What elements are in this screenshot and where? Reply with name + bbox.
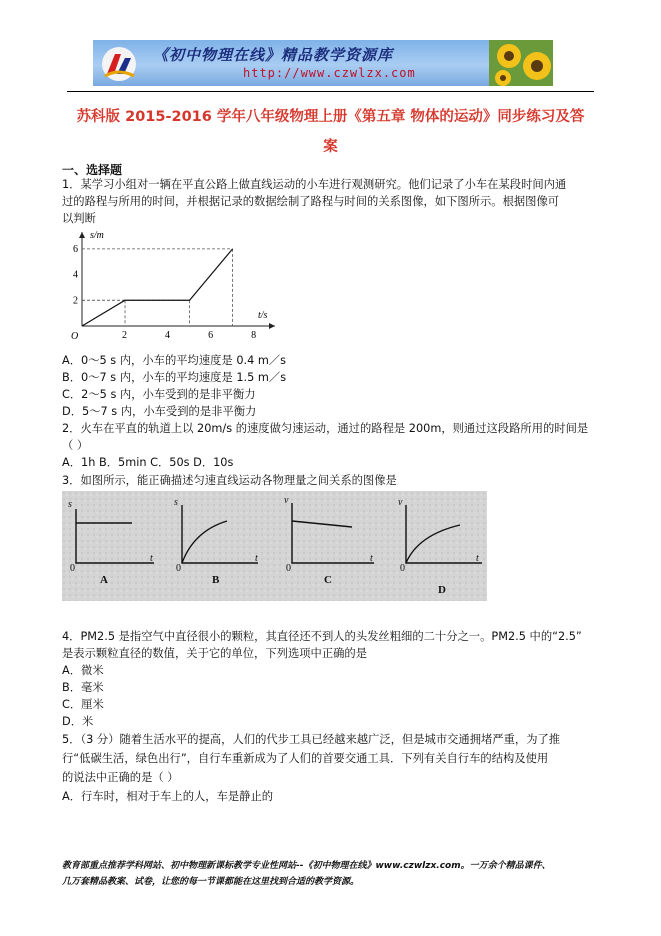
chart-y-arrow bbox=[79, 232, 85, 238]
q3-b-yaxis: s bbox=[174, 497, 178, 508]
footer-line-2: 几万套精品教案、试卷，让您的每一节课都能在这里找到合适的教学资源。 bbox=[62, 877, 360, 887]
q3-a-origin: 0 bbox=[70, 563, 75, 574]
footer-line-1: 教育部重点推荐学科网站、初中物理新课标教学专业性网站--《初中物理在线》www.czwlzx.com。一万余个精品课件、 bbox=[62, 861, 551, 871]
chart-ytick-label: 2 bbox=[73, 295, 78, 307]
chart-ytick-label: 4 bbox=[73, 269, 78, 281]
page-footer bbox=[62, 858, 602, 890]
chart-xlabel: t/s bbox=[258, 310, 268, 321]
document-title bbox=[60, 102, 601, 162]
q4-option-b: B．毫米 bbox=[62, 681, 104, 694]
title-line-2: 案 bbox=[323, 139, 338, 155]
q4-text-line-1: 4．PM2.5 是指空气中直径很小的颗粒，其直径还不到人的头发丝粗细的二十分之一。PM2.5 中的“2.5” bbox=[62, 630, 582, 643]
q1-distance-time-chart bbox=[62, 226, 287, 348]
q3-a-label: A bbox=[100, 574, 108, 586]
q3-d-xaxis: t bbox=[476, 553, 479, 564]
q1-option-c: C．2～5 s 内，小车受到的是非平衡力 bbox=[62, 388, 256, 401]
q3-graph-panels-svg bbox=[62, 491, 487, 601]
chart-xtick-label: 6 bbox=[208, 330, 214, 341]
q3-b-origin: 0 bbox=[176, 563, 181, 574]
chart-xtick-label: 4 bbox=[165, 330, 171, 341]
q1-text-line-1: 1．某学习小组对一辆在平直公路上做直线运动的小车进行观测研究。他们记录了小车在某段时间内通 bbox=[62, 178, 567, 191]
q3-c-label: C bbox=[324, 574, 332, 586]
q3-d-label: D bbox=[438, 584, 446, 596]
chart-x-arrow bbox=[269, 323, 275, 329]
q3-d-yaxis: v bbox=[398, 497, 403, 508]
q3-c-yaxis: v bbox=[284, 495, 289, 506]
q3-text: 3．如图所示，能正确描述匀速直线运动各物理量之间关系的图像是 bbox=[62, 474, 397, 487]
q3-a-yaxis: s bbox=[68, 499, 72, 510]
header-rule bbox=[67, 91, 594, 92]
banner-title: 《初中物理在线》精品教学资源库 bbox=[153, 46, 394, 64]
q4-text-line-2: 是表示颗粒直径的数值，关于它的单位，下列选项中正确的是 bbox=[62, 647, 368, 660]
q3-d-origin: 0 bbox=[400, 563, 405, 574]
q4-option-c: C．厘米 bbox=[62, 698, 104, 711]
banner-url: http://www.czwlzx.com bbox=[243, 66, 416, 80]
q3-c-origin: 0 bbox=[286, 563, 291, 574]
q3-b-label: B bbox=[212, 574, 220, 586]
chart-xtick-label: 8 bbox=[251, 330, 257, 341]
q3-c-xaxis: t bbox=[370, 553, 373, 564]
site-logo-icon bbox=[101, 46, 137, 82]
q3-graph-panels-image bbox=[62, 491, 487, 601]
q1-text-line-3: 以判断 bbox=[62, 212, 96, 225]
chart-origin: O bbox=[71, 331, 79, 342]
q5-text-line-3: 的说法中正确的是（ ） bbox=[62, 771, 179, 784]
q1-option-d: D．5～7 s 内，小车受到的是非平衡力 bbox=[62, 405, 257, 418]
q5-text-line-2: 行“低碳生活，绿色出行”，自行车重新成为了人们的首要交通工具．下列有关自行车的结构及使用 bbox=[62, 752, 549, 765]
section-heading: 一、选择题 bbox=[62, 163, 123, 177]
q3-b-xaxis: t bbox=[255, 553, 258, 564]
q5-option-a: A．行车时，相对于车上的人，车是静止的 bbox=[62, 790, 274, 803]
q1-option-a: A．0～5 s 内，小车的平均速度是 0.4 m／s bbox=[62, 354, 287, 367]
q4-option-d: D．米 bbox=[62, 715, 94, 728]
header-banner bbox=[93, 40, 553, 86]
q4-option-a: A．微米 bbox=[62, 664, 104, 677]
q2-text-line-1: 2．火车在平直的轨道上以 20m/s 的速度做匀速运动，通过的路程是 200m，则通过这段路所用的时间是 bbox=[62, 422, 589, 435]
q1-text-line-2: 过的路程与所用的时间，并根据记录的数据绘制了路程与时间的关系图像，如下图所示。根据图像可 bbox=[62, 195, 560, 208]
q5-text-line-1: 5．（3 分）随着生活水平的提高，人们的代步工具已经越来越广泛，但是城市交通拥堵严重，为了推 bbox=[62, 733, 561, 746]
sunflower-image-icon bbox=[489, 40, 553, 86]
chart-ylabel: s/m bbox=[90, 230, 104, 241]
chart-ytick-label: 6 bbox=[73, 243, 78, 255]
q2-options: A．1h B．5min C．50s D．10s bbox=[62, 456, 234, 469]
chart-xtick-label: 2 bbox=[122, 330, 128, 341]
title-line-1: 苏科版 2015-2016 学年八年级物理上册《第五章 物体的运动》同步练习及答 bbox=[76, 109, 585, 125]
chart-series-line bbox=[82, 249, 233, 326]
q1-option-b: B．0～7 s 内，小车的平均速度是 1.5 m／s bbox=[62, 371, 287, 384]
q2-text-line-2: （ ） bbox=[62, 439, 89, 452]
q3-a-xaxis: t bbox=[150, 553, 153, 564]
